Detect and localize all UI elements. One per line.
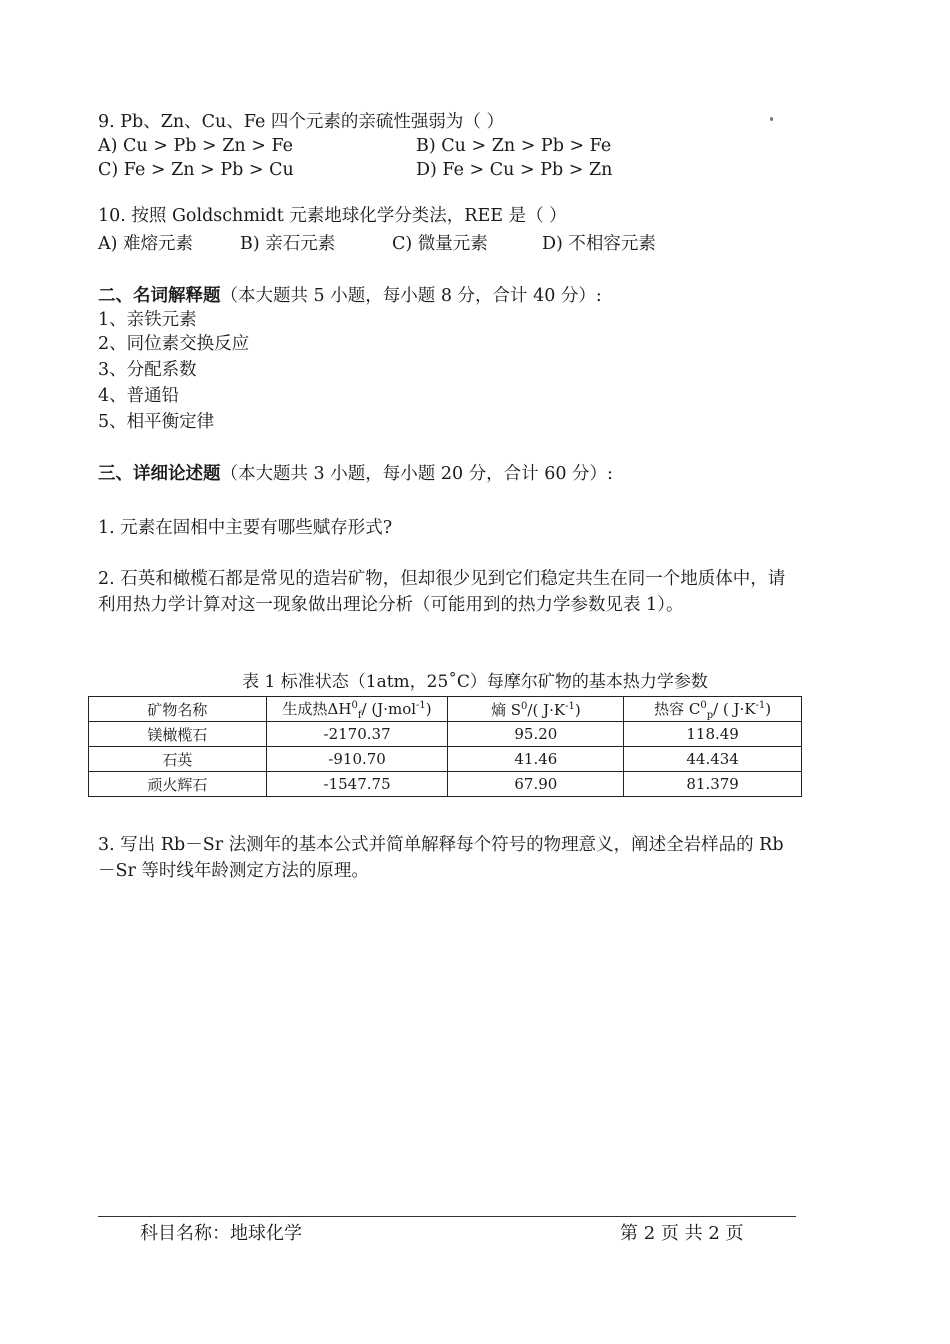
section2-item-5: 5、相平衡定律 [98,412,215,432]
section2-heading [98,284,602,308]
section3-question-3: 3. 写出 Rb－Sr 法测年的基本公式并简单解释每个符号的物理意义，阐述全岩样品的 Rb－Sr 等时线年龄测定方法的原理。 [98,835,784,881]
section2-note: （本大题共 5 小题，每小题 8 分，合计 40 分）: [220,286,602,306]
q10-option-c: C) 微量元素 [392,234,488,254]
cell-heat-capacity: 118.49 [624,722,802,747]
footer-rule [98,1216,796,1217]
table-row [89,722,802,747]
table-header-row [89,697,802,722]
cell-mineral: 镁橄榄石 [89,722,267,747]
q10-option-b: B) 亲石元素 [240,234,336,254]
cell-heat-capacity: 44.434 [624,747,802,772]
table-row [89,747,802,772]
scan-speck [770,117,773,121]
section3-note: （本大题共 3 小题，每小题 20 分，合计 60 分）: [220,464,613,484]
cell-mineral: 顽火辉石 [89,772,267,797]
footer-subject: 科目名称：地球化学 [140,1223,302,1244]
section2-item-1: 1、亲铁元素 [98,310,197,330]
table-row [89,772,802,797]
section3-question-2: 2. 石英和橄榄石都是常见的造岩矿物，但却很少见到它们稳定共生在同一个地质体中，请利用热力学计算对这一现象做出理论分析（可能用到的热力学参数见表 1）。 [98,569,786,615]
cell-entropy: 95.20 [448,722,624,747]
cell-enthalpy: -1547.75 [266,772,448,797]
section2-item-2: 2、同位素交换反应 [98,334,250,354]
section3-title: 三、详细论述题 [98,464,221,484]
q10-option-a: A) 难熔元素 [98,234,194,254]
q9-stem: 9. Pb、Zn、Cu、Fe 四个元素的亲硫性强弱为（ ） [98,112,504,132]
q9-option-c: C) Fe > Zn > Pb > Cu [98,160,294,180]
q9-option-b: B) Cu > Zn > Pb > Fe [416,136,612,156]
q10-option-d: D) 不相容元素 [542,234,656,254]
section2-title: 二、名词解释题 [98,286,221,306]
section2-item-3: 3、分配系数 [98,360,197,380]
table-caption: 表 1 标准状态（1atm，25˚C）每摩尔矿物的基本热力学参数 [242,672,708,692]
cell-entropy: 41.46 [448,747,624,772]
header-enthalpy: 生成热$\Delta H^0_f/$ (J·mol$^{-1}$) [266,697,448,722]
cell-heat-capacity: 81.379 [624,772,802,797]
header-mineral-name: 矿物名称 [89,697,267,722]
footer-page-number: 第 2 页 共 2 页 [620,1223,744,1244]
header-heat-capacity: 热容 $C^0_p/$ ( $J\cdot K^{-1}$) [624,697,802,722]
q10-stem: 10. 按照 Goldschmidt 元素地球化学分类法，REE 是（ ） [98,206,567,226]
cell-enthalpy: -910.70 [266,747,448,772]
header-entropy: 熵 $S^0/$( $J\cdot K^{-1}$) [448,697,624,722]
section2-item-4: 4、普通铅 [98,386,180,406]
cell-entropy: 67.90 [448,772,624,797]
cell-enthalpy: -2170.37 [266,722,448,747]
q9-option-d: D) Fe > Cu > Pb > Zn [416,160,613,180]
thermo-table [88,696,802,797]
cell-mineral: 石英 [89,747,267,772]
q9-option-a: A) Cu > Pb > Zn > Fe [98,136,294,156]
section3-heading [98,462,613,486]
section3-question-1: 1. 元素在固相中主要有哪些赋存形式? [98,518,393,538]
